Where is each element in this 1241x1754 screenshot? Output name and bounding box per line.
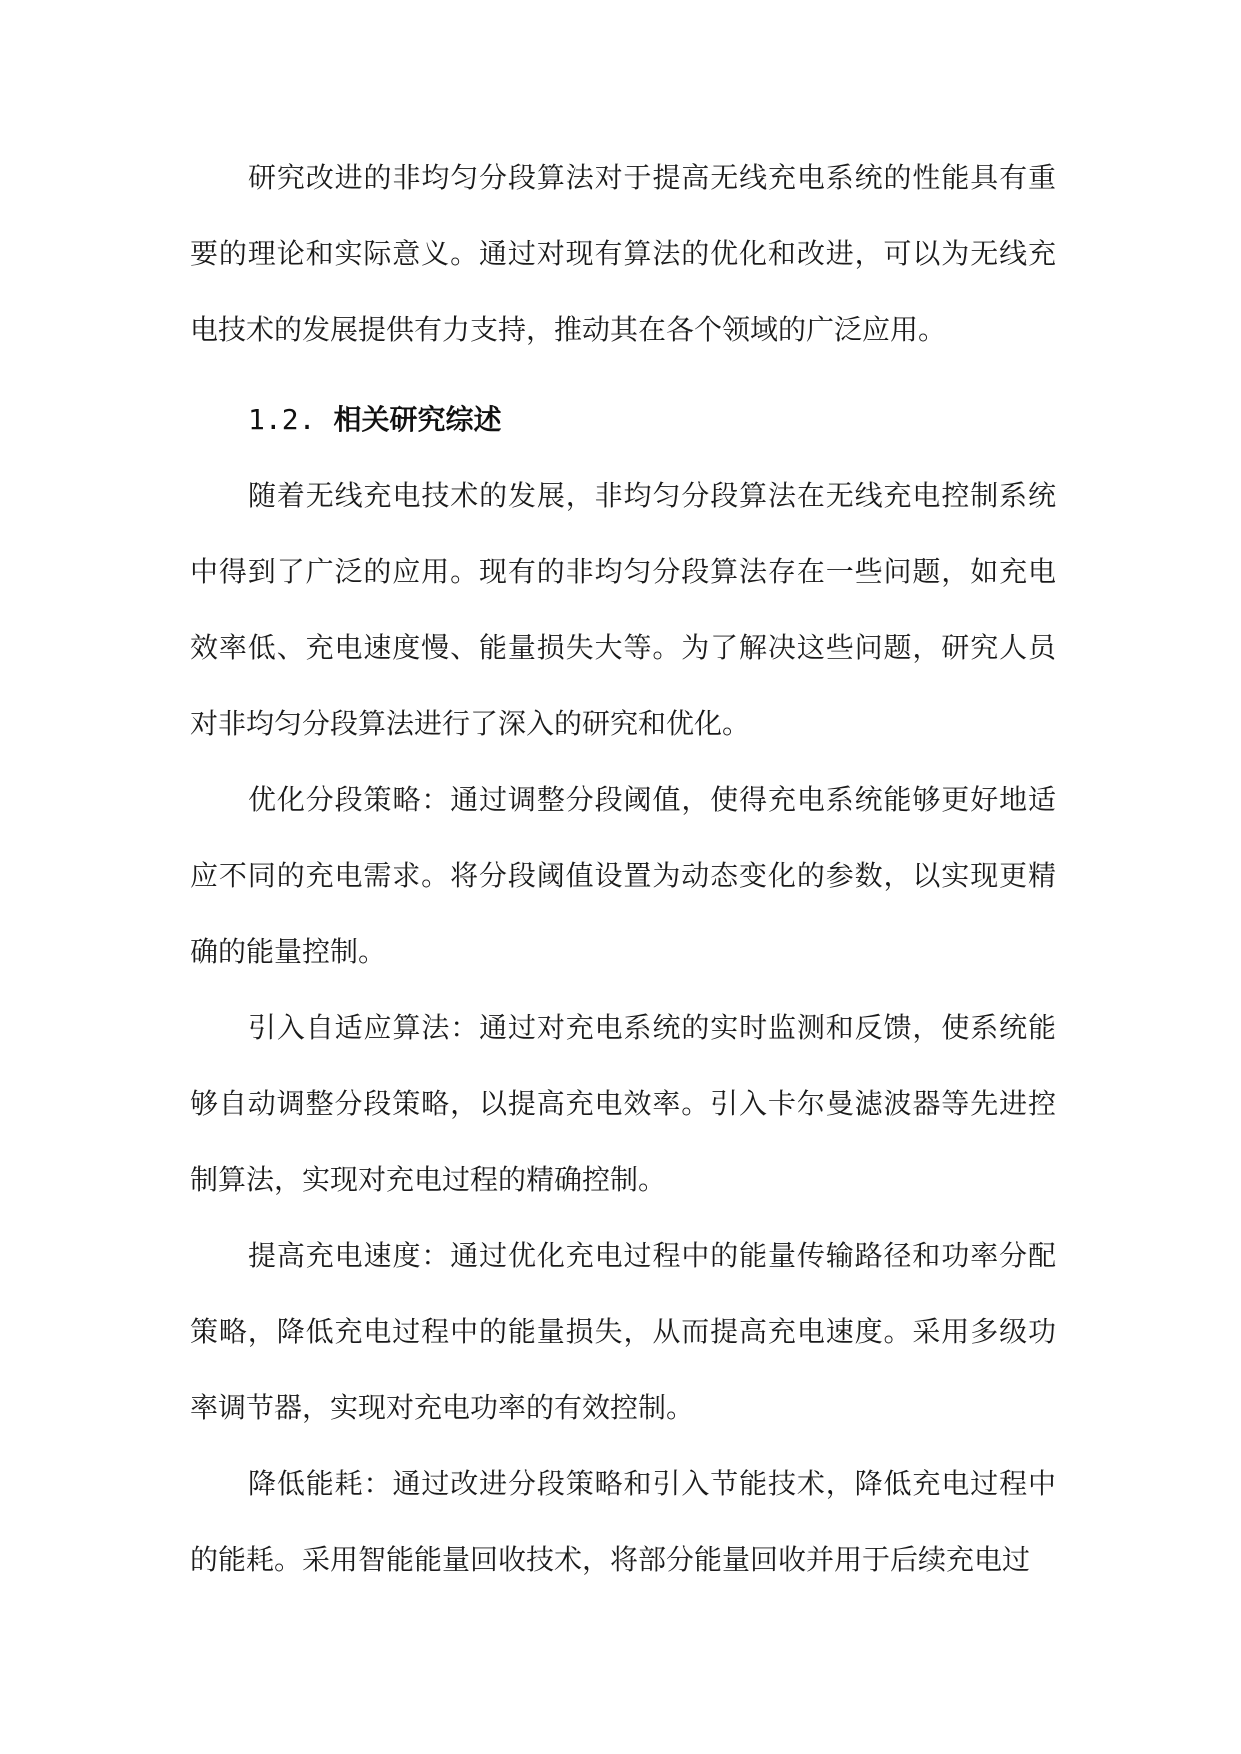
section-number: 1.2. (248, 403, 316, 436)
body-paragraph: 优化分段策略：通过调整分段阈值，使得充电系统能够更好地适应不同的充电需求。将分段阈值设置为动态变化的参数，以实现更精确的能量控制。 (190, 783, 1056, 968)
body-paragraph: 提高充电速度：通过优化充电过程中的能量传输路径和功率分配策略，降低充电过程中的能量损失，从而提高充电速度。采用多级功率调节器，实现对充电功率的有效控制。 (190, 1239, 1056, 1424)
body-paragraph: 引入自适应算法：通过对充电系统的实时监测和反馈，使系统能够自动调整分段策略，以提高充电效率。引入卡尔曼滤波器等先进控制算法，实现对充电过程的精确控制。 (190, 1011, 1056, 1196)
section-title: 相关研究综述 (333, 403, 502, 436)
body-paragraph: 降低能耗：通过改进分段策略和引入节能技术，降低充电过程中的能耗。采用智能能量回收技术，将部分能量回收并用于后续充电过 (190, 1467, 1056, 1576)
intro-paragraph: 研究改进的非均匀分段算法对于提高无线充电系统的性能具有重要的理论和实际意义。通过对现有算法的优化和改进，可以为无线充电技术的发展提供有力支持，推动其在各个领域的广泛应用。 (190, 161, 1056, 346)
body-paragraph: 随着无线充电技术的发展，非均匀分段算法在无线充电控制系统中得到了广泛的应用。现有的非均匀分段算法存在一些问题，如充电效率低、充电速度慢、能量损失大等。为了解决这些问题，研究人员对非均匀分段算法进行了深入的研究和优化。 (190, 479, 1056, 740)
document-body (190, 140, 1056, 1598)
section-heading (190, 382, 1056, 458)
